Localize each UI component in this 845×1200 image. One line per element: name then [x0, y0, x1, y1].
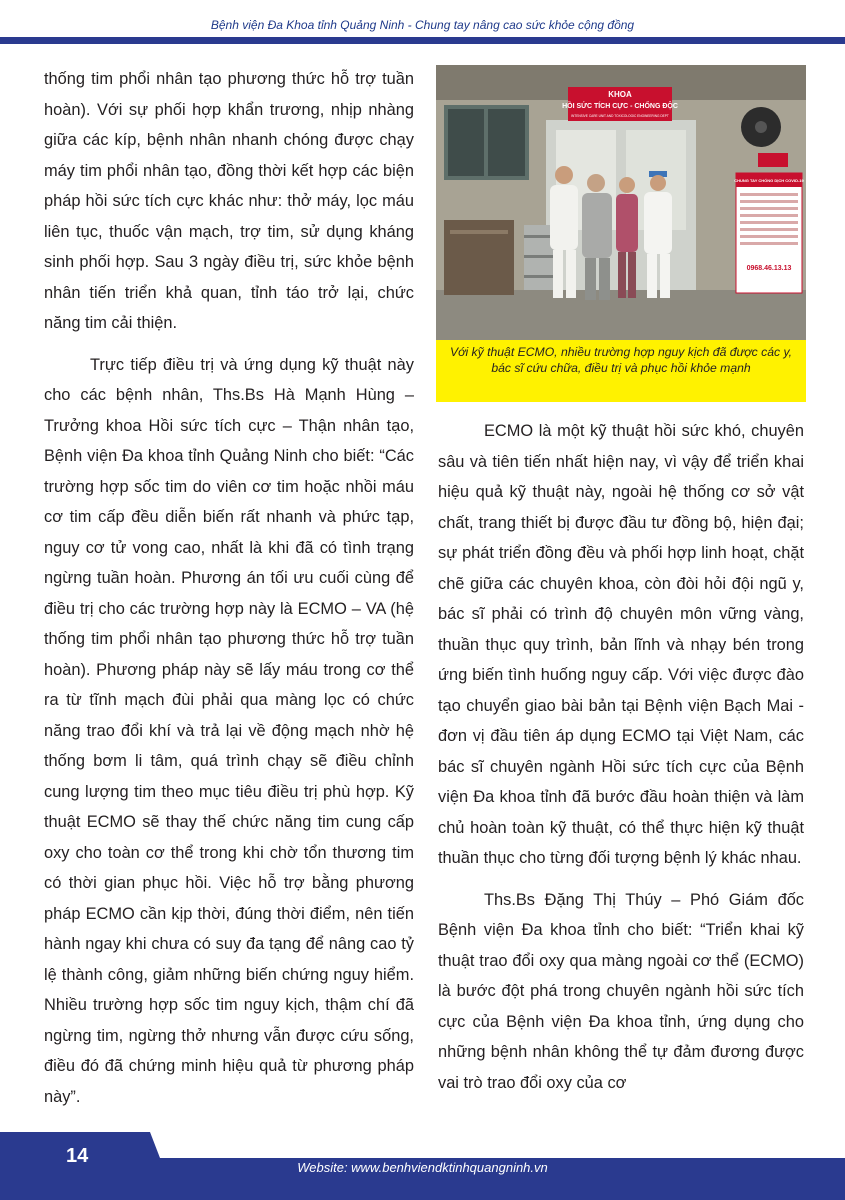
running-header: Bệnh viện Đa Khoa tỉnh Quảng Ninh - Chung tay nâng cao sức khỏe cộng đồng: [210, 18, 635, 32]
header-bar: [0, 37, 845, 44]
left-paragraph-1: thống tim phổi nhân tạo phương thức hỗ trợ tuần hoàn). Với sự phối hợp khẩn trương, nhịp nhàng giữa các kíp, bệnh nhân nhanh chóng được chạy máy tim phổi nhân tạo, đồng thời kết hợp các biện pháp hồi sức tích cực khác như: thở máy, lọc máu liên tục, thuốc vận mạch, trợ tim, sử dụng kháng sinh phối hợp. Sau 3 ngày điều trị, sức khỏe bệnh nhân tiến triển khả quan, tỉnh táo trở lại, chức năng tim cải thiện.: [44, 70, 414, 332]
photo-caption: Với kỹ thuật ECMO, nhiều trường hợp nguy kịch đã được các y, bác sĩ cứu chữa, điều trị và phục hồi khỏe mạnh: [436, 340, 806, 402]
sign-line-2: HỒI SỨC TÍCH CỰC - CHỐNG ĐỘC: [562, 103, 678, 110]
poster-phone: 0968.46.13.13: [746, 265, 792, 272]
hospital-photo: [436, 65, 806, 340]
footer-website: Website: www.benhviendktinhquangninh.vn: [297, 1160, 548, 1175]
sign-line-1: KHOA: [608, 90, 632, 99]
sign-line-3: INTENSIVE CARE UNIT AND TOXICOLOGIC ENGINEERING DEPT: [571, 114, 669, 118]
right-column: [438, 416, 804, 1098]
left-column: [44, 64, 414, 1112]
page-number: 14: [66, 1145, 89, 1167]
left-paragraph-2: Trực tiếp điều trị và ứng dụng kỹ thuật này cho các bệnh nhân, Ths.Bs Hà Mạnh Hùng – Trưởng khoa Hồi sức tích cực – Thận nhân tạo, Bệnh viện Đa khoa tỉnh Quảng Ninh cho biết: “Các trường hợp sốc tim do viên cơ tim hoặc nhồi máu cơ tim cấp đều diễn biến rất nhanh và phức tạp, nguy cơ tử vong cao, nhất là khi đã có tình trạng ngừng tuần hoàn. Phương án tối ưu cuối cùng để điều trị cho các trường hợp này là ECMO – VA (hệ thống tim phổi nhân tạo phương thức hỗ trợ tuần hoàn). Phương pháp này sẽ lấy máu trong cơ thể ra từ tĩnh mạch đùi phải qua màng lọc có chức năng trao đổi khí và trả lại về động mạch nhờ hệ thống bơm li tâm, quá trình chạy sẽ điều chỉnh cung lượng tim theo mục tiêu điều trị phù hợp. Kỹ thuật ECMO sẽ thay thế chức năng tim cung cấp oxy cho toàn cơ thể trong khi chờ tổn thương tim có thời gian phục hồi. Việc hỗ trợ bằng phương pháp ECMO cần kịp thời, đúng thời điểm, nên tiến hành ngay khi chưa có suy đa tạng để nâng cao tỷ lệ thành công, giảm những biến chứng nguy hiểm. Nhiều trường hợp sốc tim nguy kịch, thậm chí đã ngừng tim, ngừng thở nhưng vẫn được cứu sống, điều đó đã chứng minh hiệu quả từ phương pháp này”.: [44, 355, 414, 1106]
right-paragraph-2: Ths.Bs Đặng Thị Thúy – Phó Giám đốc Bệnh viện Đa khoa tỉnh cho biết: “Triển khai kỹ thuật trao đổi oxy qua màng ngoài cơ thể (ECMO) là bước đột phá trong chuyên ngành hồi sức tích cực của Bệnh viện Đa khoa tỉnh, ứng dụng cho những bệnh nhân không thể tự đảm đương được vai trò trao đổi oxy của cơ: [438, 890, 804, 1092]
right-paragraph-1: ECMO là một kỹ thuật hồi sức khó, chuyên sâu và tiên tiến nhất hiện nay, vì vậy để triển khai hiệu quả kỹ thuật này, ngoài hệ thống cơ sở vật chất, trang thiết bị được đầu tư đồng bộ, hiện đại; sự phát triển đồng đều và phối hợp linh hoạt, chặt chẽ giữa các chuyên khoa, còn đòi hỏi đội ngũ y, bác sĩ phải có trình độ chuyên môn vững vàng, thuần thục quy trình, bản lĩnh và nhạy bén trong ứng biến tình huống nguy cấp. Với việc được đào tạo chuyển giao bài bản tại Bệnh viện Bạch Mai - đơn vị đầu tiên áp dụng ECMO tại Việt Nam, các bác sĩ chuyên ngành Hồi sức tích cực của Bệnh viện Đa khoa tỉnh đã bước đầu hoàn thiện và làm chủ hoàn toàn kỹ thuật, có thể thực hiện kỹ thuật thuần thục cho từng đối tượng bệnh lý khác nhau.: [438, 422, 804, 867]
poster-title: CHUNG TAY CHỐNG DỊCH COVID-19: [734, 178, 804, 183]
